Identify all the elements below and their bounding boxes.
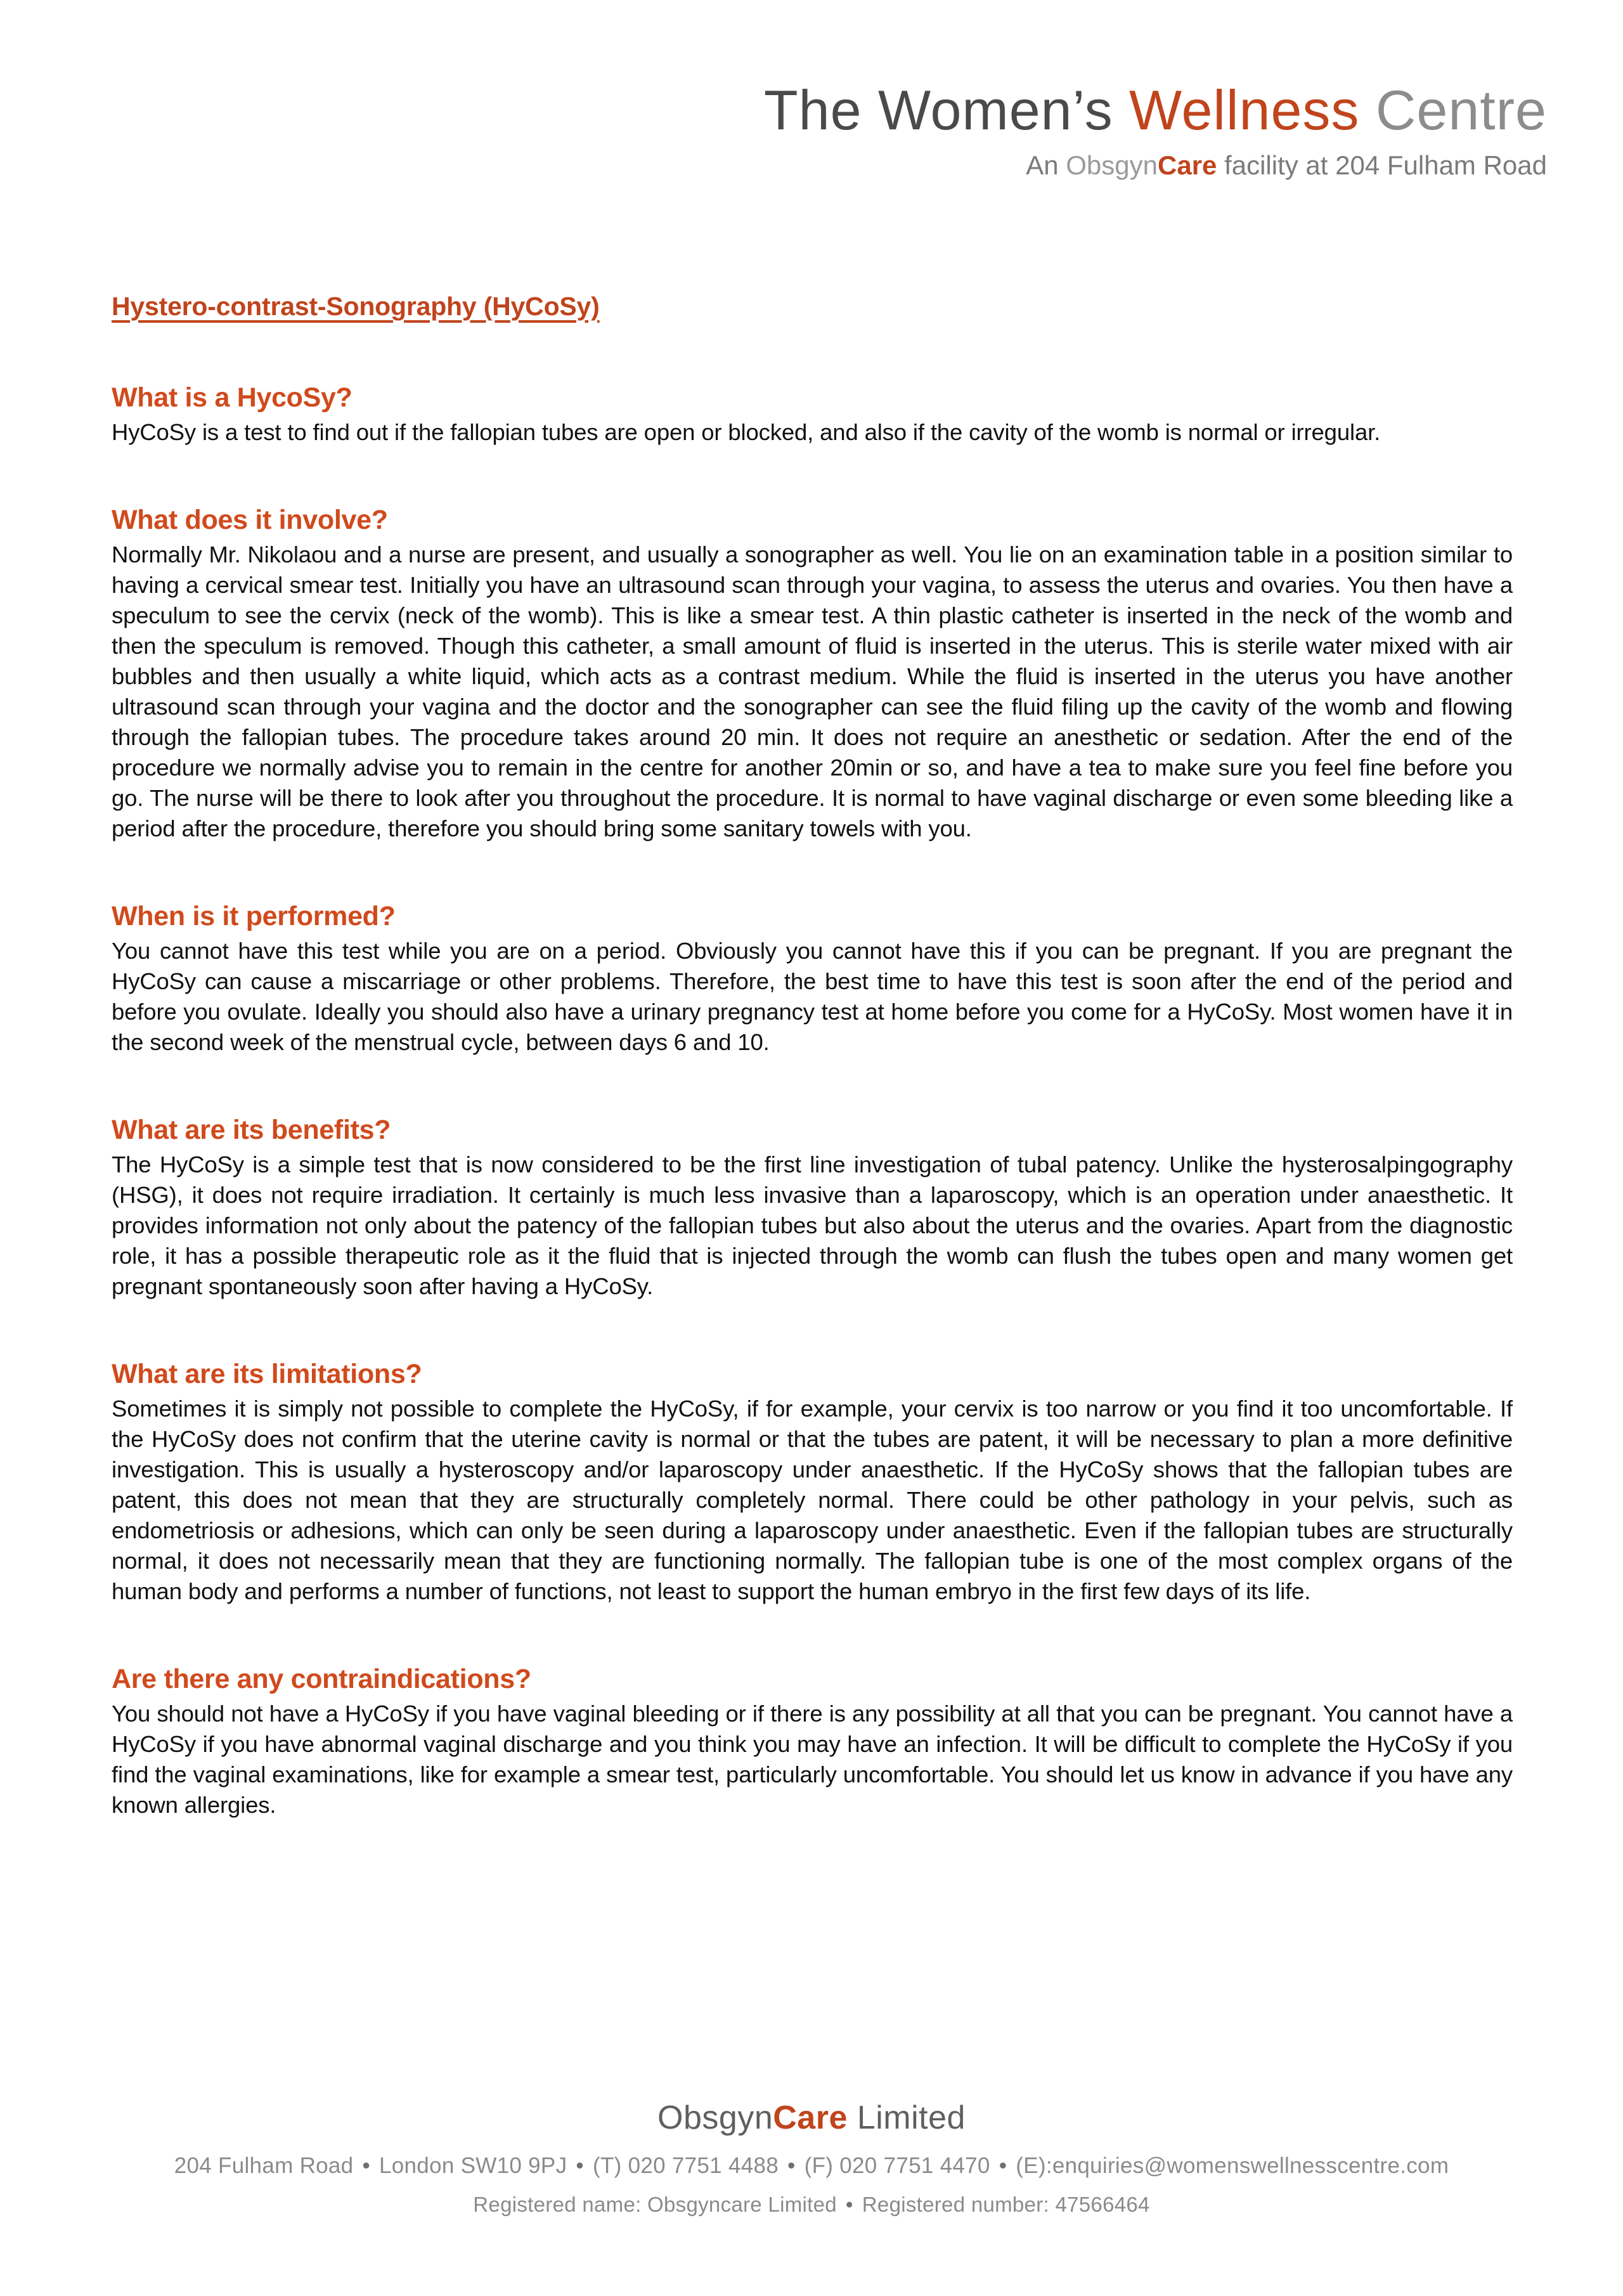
footer-care: Care bbox=[773, 2099, 848, 2136]
footer-separator-icon: • bbox=[576, 2153, 584, 2178]
section-spacer bbox=[112, 1084, 1513, 1115]
section-body: Sometimes it is simply not possible to complete the HyCoSy, if for example, your cervix is too narrow or you find it too uncomfortable. If the HyCoSy does not confirm that the uterine cavity is normal or that the tubes are patent, it will be necessary to plan a more definitive investigation. This is usually a hysteroscopy and/or laparoscopy under anaesthetic. If the HyCoSy shows that the fallopian tubes are patent, this does not mean that they are structurally completely normal. There could be other pathology in your pelvis, such as endometriosis or adhesions, which can only be seen during a laparoscopy under anaesthetic. Even if the fallopian tubes are structurally normal, it does not necessarily mean that they are functioning normally. The fallopian tube is one of the most complex organs of the human body and performs a number of functions, not least to support the human embryo in the first few days of its life. bbox=[112, 1395, 1513, 1604]
brand-sub-rest: facility at 204 Fulham Road bbox=[1217, 150, 1547, 180]
section-are-there-any-contraindications bbox=[112, 1664, 1513, 1820]
section-heading: What is a HycoSy? bbox=[112, 382, 352, 413]
footer-obsgyn: Obsgyn bbox=[657, 2099, 773, 2136]
footer-separator-icon: • bbox=[362, 2153, 371, 2178]
section-heading: What are its limitations? bbox=[112, 1358, 422, 1389]
section-heading: Are there any contraindications? bbox=[112, 1663, 531, 1694]
footer-telephone: (T) 020 7751 4488 bbox=[592, 2153, 779, 2178]
section-what-are-its-benefits bbox=[112, 1115, 1513, 1302]
brand-sub-an: An bbox=[1026, 150, 1066, 180]
section-what-does-it-involve bbox=[112, 505, 1513, 844]
section-when-is-it-performed bbox=[112, 901, 1513, 1058]
section-body: You cannot have this test while you are on a period. Obviously you cannot have this if you can be pregnant. If you are pregnant the HyCoSy can cause a miscarriage or other problems. Therefore, the best time to have this test is soon after the end of the period and before you ovulate. Ideally you should also have a urinary pregnancy test at home before you come for a HyCoSy. Most women have it in the second week of the menstrual cycle, between days 6 and 10. bbox=[112, 937, 1513, 1055]
footer-separator-icon: • bbox=[999, 2153, 1007, 2178]
section-spacer bbox=[112, 1633, 1513, 1664]
footer-email[interactable]: (E):enquiries@womenswellnesscentre.com bbox=[1016, 2153, 1449, 2178]
footer-separator-icon: • bbox=[787, 2153, 796, 2178]
section-body: The HyCoSy is a simple test that is now considered to be the first line investigation of tubal patency. Unlike the hysterosalpingography (HSG), it does not require irradiation. It certainly is much less invasive than a laparoscopy, which is an operation under anaesthetic. It provides information not only about the patency of the fallopian tubes but also about the uterus and the ovaries. Apart from the diagnostic role, it has a possible therapeutic role as it the fluid that is injected through the womb can flush the tubes open and many women get pregnant spontaneously soon after having a HyCoSy. bbox=[112, 1151, 1513, 1299]
brand-title bbox=[763, 79, 1547, 141]
brand-wellness: Wellness bbox=[1129, 79, 1360, 141]
section-heading: What are its benefits? bbox=[112, 1114, 391, 1145]
footer-city: London SW10 9PJ bbox=[379, 2153, 567, 2178]
brand-the-womens: The Women’s bbox=[763, 79, 1130, 141]
footer-contact-line bbox=[0, 2153, 1623, 2179]
section-heading: When is it performed? bbox=[112, 900, 396, 931]
footer-registered-name: Registered name: Obsgyncare Limited bbox=[473, 2193, 837, 2216]
section-spacer bbox=[112, 1328, 1513, 1359]
footer-company-name bbox=[0, 2099, 1623, 2137]
section-body: Normally Mr. Nikolaou and a nurse are present, and usually a sonographer as well. You lie on an examination table in a position similar to having a cervical smear test. Initially you have an ultrasound scan through your vagina, to assess the uterus and ovaries. You then have a speculum to see the cervix (neck of the womb). This is like a smear test. A thin plastic catheter is inserted in the neck of the womb and then the speculum is removed. Though this catheter, a small amount of fluid is inserted in the uterus. This is sterile water mixed with air bubbles and then usually a white liquid, which acts as a contrast medium. While the fluid is inserted in the uterus you have another ultrasound scan through your vagina and the doctor and the sonographer can see the fluid filing up the cavity of the womb and flowing through the fallopian tubes. The procedure takes around 20 min. It does not require an anesthetic or sedation. After the end of the procedure we normally advise you to remain in the centre for another 20min or so, and have a tea to make sure you feel fine before you go. The nurse will be there to look after you throughout the procedure. It is normal to have vaginal discharge or even some bleeding like a period after the procedure, therefore you should bring some sanitary towels with you. bbox=[112, 541, 1513, 841]
letterhead bbox=[763, 79, 1547, 180]
footer-address: 204 Fulham Road bbox=[174, 2153, 354, 2178]
section-spacer bbox=[112, 474, 1513, 505]
section-body: You should not have a HyCoSy if you have vaginal bleeding or if there is any possibility at all that you can be pregnant. You cannot have a HyCoSy if you have abnormal vaginal discharge and you think you may have an infection. It will be difficult to complete the HyCoSy if you find the vaginal examinations, like for example a smear test, particularly uncomfortable. You should let us know in advance if you have any known allergies. bbox=[112, 1700, 1513, 1818]
section-heading: What does it involve? bbox=[112, 504, 388, 535]
footer-fax: (F) 020 7751 4470 bbox=[804, 2153, 990, 2178]
page-title: Hystero-contrast-Sonography (HyCoSy) bbox=[112, 292, 600, 321]
document-content bbox=[112, 292, 1513, 1847]
brand-sub-obsgyn: Obsgyn bbox=[1066, 150, 1158, 180]
section-spacer bbox=[112, 871, 1513, 901]
footer-registered-number: Registered number: 47566464 bbox=[862, 2193, 1150, 2216]
brand-subtitle bbox=[764, 152, 1547, 179]
brand-centre: Centre bbox=[1359, 79, 1547, 141]
footer-separator-icon: • bbox=[845, 2193, 853, 2216]
section-what-is-a-hycosy bbox=[112, 382, 1513, 448]
footer-limited: Limited bbox=[847, 2099, 966, 2136]
page-footer bbox=[0, 2099, 1623, 2217]
footer-registration-line bbox=[0, 2193, 1623, 2217]
section-body: HyCoSy is a test to find out if the fallopian tubes are open or blocked, and also if the cavity of the womb is normal or irregular. bbox=[112, 419, 1381, 445]
section-what-are-its-limitations bbox=[112, 1359, 1513, 1607]
brand-sub-care: Care bbox=[1158, 150, 1217, 180]
